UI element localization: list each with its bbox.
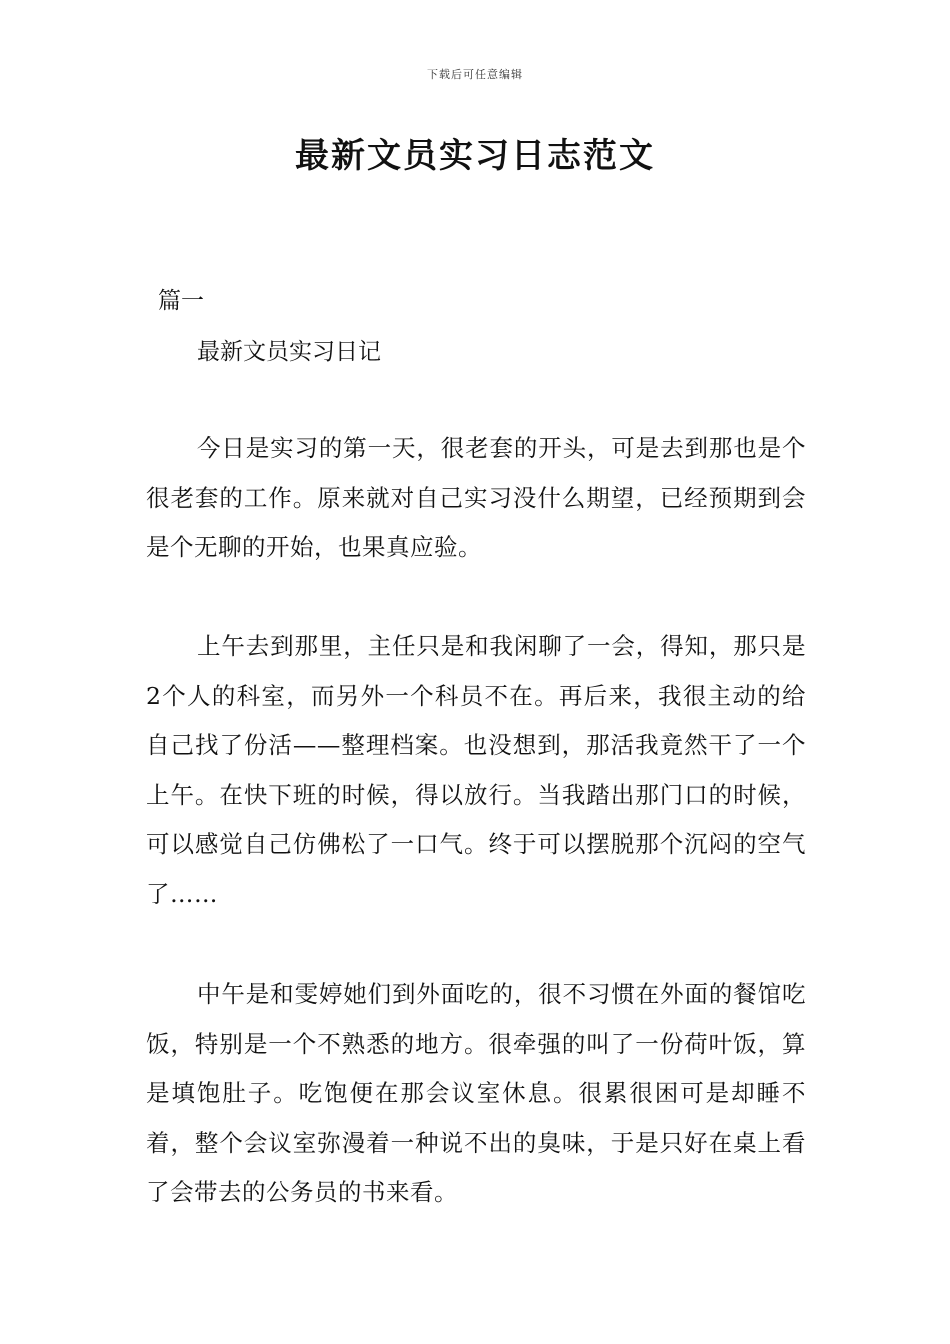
- section-label: 篇一: [158, 288, 204, 314]
- header-note: 下载后可任意编辑: [427, 68, 523, 81]
- paragraph-2: 上午去到那里，主任只是和我闲聊了一会，得知，那只是2个人的科室，而另外一个科员不在。再后来，我很主动的给自己找了份活——整理档案。也没想到，那活我竟然干了一个上午。在快下班的时候，得以放行。当我踏出那门口的时候，可以感觉自己仿佛松了一口气。终于可以摆脱那个沉闷的空气了……: [146, 632, 806, 908]
- paragraph-1: 今日是实习的第一天，很老套的开头，可是去到那也是个很老套的工作。原来就对自己实习没什么期望，已经预期到会是个无聊的开始，也果真应验。: [146, 434, 806, 561]
- document-title: 最新文员实习日志范文: [295, 136, 655, 176]
- subheading: 最新文员实习日记: [197, 339, 381, 365]
- paragraph-3: 中午是和雯婷她们到外面吃的，很不习惯在外面的餐馆吃饭，特别是一个不熟悉的地方。很牵强的叫了一份荷叶饭，算是填饱肚子。吃饱便在那会议室休息。很累很困可是却睡不着，整个会议室弥漫着一种说不出的臭味，于是只好在桌上看了会带去的公务员的书来看。: [146, 980, 806, 1206]
